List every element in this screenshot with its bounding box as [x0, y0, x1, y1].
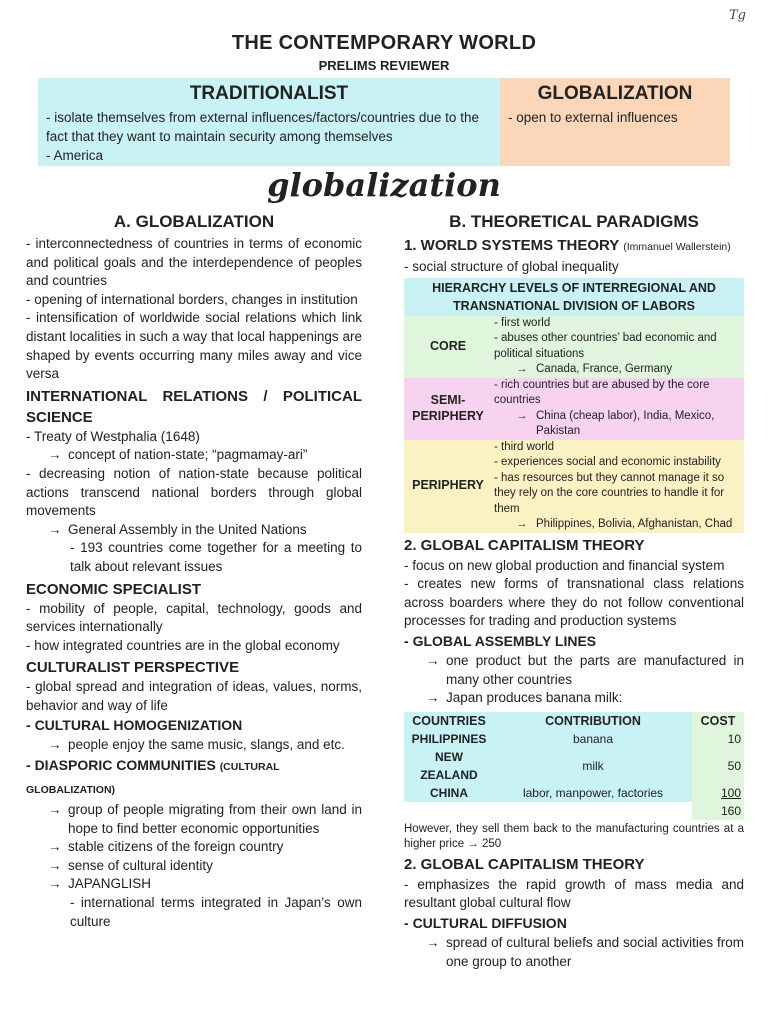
arrow-icon: → [426, 652, 440, 668]
arrow-icon: → [516, 409, 528, 422]
arrow-icon: → [48, 857, 62, 873]
arrow-icon: → [48, 876, 62, 892]
list-item: - Treaty of Westphalia (1648) [26, 428, 200, 444]
arrow-text: Philippines, Bolivia, Afghanistan, Chad [536, 518, 733, 531]
level-desc [492, 316, 744, 378]
table-header-row [404, 712, 744, 730]
wst-label: 1. WORLD SYSTEMS THEORY [404, 237, 620, 254]
table-cell: labor, manpower, factories [494, 784, 692, 802]
definition: - interconnectedness of countries in terms of economic and political goals and the interdependence of peoples and countries [26, 236, 362, 289]
arrow-icon: → [516, 518, 528, 531]
arrow-icon: → [516, 363, 528, 376]
subheading-diffusion: - CULTURAL DIFFUSION [404, 914, 567, 931]
arrow-item [404, 934, 744, 971]
subheading-homog: - CULTURAL HOMOGENIZATION [26, 717, 243, 734]
right-column [404, 210, 744, 971]
traditionalist-line: - isolate themselves from external influences/factors/countries due to the fact that they want to maintain security among themselves [46, 110, 479, 144]
table-row [404, 378, 744, 440]
arrow-item [26, 521, 362, 540]
list-item: - emphasizes the rapid growth of mass media and resultant global cultural flow [404, 876, 744, 911]
arrow-icon: → [48, 802, 62, 818]
level-desc [492, 378, 744, 440]
definition: - intensification of worldwide social relations which link distant localities in such a way that local happenings are shaped by events occurring many miles away and vice versa [26, 310, 362, 382]
hierarchy-heading: HIERARCHY LEVELS OF INTERREGIONAL AND TRANSNATIONAL DIVISION OF LABORS [404, 278, 744, 316]
arrow-icon: → [48, 737, 62, 753]
level-line: - rich countries but are abused by the core countries [494, 378, 710, 407]
list-item: - creates new forms of transnational class relations across boarders where they do not follow conventional processes for trading and production systems [404, 576, 744, 629]
arrow-icon: → [426, 934, 440, 950]
subheading-econ: ECONOMIC SPECIALIST [26, 580, 202, 598]
subheading-gct: 2. GLOBAL CAPITALISM THEORY [404, 536, 645, 554]
subheading-wst [404, 235, 744, 258]
table-cell: 50 [692, 748, 744, 784]
arrow-text: Canada, France, Germany [536, 363, 673, 376]
arrow-item [26, 446, 362, 465]
definition: - opening of international borders, changes in institution [26, 291, 358, 307]
section-heading: A. GLOBALIZATION [113, 212, 275, 231]
list-item: - mobility of people, capital, technology, goods and services internationally [26, 600, 362, 635]
table-cell: CHINA [404, 784, 494, 802]
table-row [404, 784, 744, 802]
author-mark: Tg [729, 8, 746, 23]
section-heading: B. THEORETICAL PARADIGMS [449, 212, 699, 231]
table-total-row [404, 802, 744, 820]
level-line: - experiences social and economic instability [494, 456, 721, 469]
column-header: CONTRIBUTION [494, 712, 692, 730]
arrow-item [26, 857, 362, 876]
arrow-item [26, 875, 362, 894]
table-total: 160 [692, 802, 744, 820]
page-subtitle: PRELIMS REVIEWER [318, 58, 450, 73]
arrow-text: Japan produces banana milk: [446, 690, 623, 706]
list-item: - social structure of global inequality [404, 259, 619, 274]
arrow-icon: → [48, 447, 62, 463]
globalization-line: - open to external influences [508, 110, 678, 125]
left-column [26, 210, 362, 931]
table-row [404, 748, 744, 784]
arrow-text: people enjoy the same music, slangs, and etc. [68, 737, 345, 753]
level-label: PERIPHERY [404, 440, 492, 533]
arrow-item [494, 362, 742, 378]
table-row [404, 316, 744, 378]
subheading-gct2: 2. GLOBAL CAPITALISM THEORY [404, 855, 645, 873]
hierarchy-table [404, 278, 744, 533]
globalization-heading: GLOBALIZATION [537, 83, 693, 104]
column-header: COUNTRIES [404, 712, 494, 730]
level-line: - third world [494, 440, 555, 453]
script-heading: globalization [267, 166, 501, 204]
arrow-item [494, 409, 742, 440]
level-line: - first world [494, 316, 551, 329]
diffusion-label: CULTURAL DIFFUSION [412, 914, 567, 931]
traditionalist-heading: TRADITIONALIST [189, 83, 349, 104]
level-line: - abuses other countries’ bad economic and political situations [494, 332, 717, 360]
arrow-text: sense of cultural identity [68, 857, 213, 873]
arrow-text: stable citizens of the foreign country [68, 839, 284, 855]
arrow-text: JAPANGLISH [68, 876, 152, 892]
list-item: - decreasing notion of nation-state because political actions transcend national borders through global movements [26, 465, 362, 519]
level-desc [492, 440, 744, 533]
arrow-text: one product but the parts are manufactured in many other countries [446, 652, 744, 687]
arrow-icon: → [48, 839, 62, 855]
arrow-item [26, 736, 362, 755]
arrow-text: China (cheap labor), India, Mexico, Pakistan [536, 409, 715, 438]
traditionalist-line: - America [46, 148, 104, 163]
arrow-item [404, 652, 744, 689]
table-row [404, 730, 744, 748]
diaspora-label: DIASPORIC COMMUNITIES [34, 757, 216, 774]
level-label: CORE [404, 316, 492, 378]
table-cell: milk [494, 748, 692, 784]
table-cell: PHILIPPINES [404, 730, 494, 748]
list-item: - global spread and integration of ideas, values, norms, behavior and way of life [26, 679, 362, 713]
table-row [404, 440, 744, 533]
arrow-item [26, 838, 362, 857]
traditionalist-column [38, 78, 500, 166]
arrow-item [404, 689, 744, 708]
list-item: - 193 countries come together for a meeting to talk about relevant issues [70, 540, 362, 574]
list-item: - international terms integrated in Japan’s own culture [70, 895, 362, 929]
wst-author: (Immanuel Wallerstein) [623, 241, 731, 253]
arrow-icon: → [426, 690, 440, 706]
table-cell: NEW ZEALAND [404, 748, 494, 784]
subheading-ir: INTERNATIONAL RELATIONS / POLITICAL SCIENCE [26, 387, 362, 426]
arrow-text: General Assembly in the United Nations [68, 521, 307, 537]
arrow-text: spread of cultural beliefs and social activities from one group to another [446, 934, 744, 969]
globalization-column [500, 78, 730, 166]
arrow-item [26, 801, 362, 838]
arrow-item [494, 517, 742, 533]
arrow-text: concept of nation-state; “pagmamay-ari” [68, 447, 308, 463]
gal-label: GLOBAL ASSEMBLY LINES [412, 632, 597, 649]
level-line: - has resources but they cannot manage it so they rely on the core countries to handle it for them [494, 471, 725, 515]
subheading-diaspora: - DIASPORIC COMMUNITIES (CULTURAL GLOBALIZATION) [26, 757, 280, 797]
table-cell: banana [494, 730, 692, 748]
column-header: COST [692, 712, 744, 730]
level-label: SEMI-PERIPHERY [404, 378, 492, 440]
list-item: - focus on new global production and financial system [404, 557, 725, 573]
subheading-gal: - GLOBAL ASSEMBLY LINES [404, 632, 597, 649]
cost-table [404, 712, 744, 820]
table-note: However, they sell them back to the manufacturing countries at a higher price → 250 [404, 822, 744, 850]
list-item: - how integrated countries are in the global economy [26, 637, 340, 653]
homog-label: CULTURAL HOMOGENIZATION [34, 717, 243, 734]
diaspora-sublabel: (CULTURAL GLOBALIZATION) [26, 761, 280, 797]
arrow-icon: → [48, 521, 62, 537]
comparison-box [38, 78, 730, 166]
page-title: THE CONTEMPORARY WORLD [231, 32, 537, 54]
subheading-cult: CULTURALIST PERSPECTIVE [26, 659, 240, 677]
table-cell: 100 [692, 784, 744, 802]
arrow-text: group of people migrating from their own land in hope to find better economic opportunities [68, 802, 362, 836]
table-cell: 10 [692, 730, 744, 748]
